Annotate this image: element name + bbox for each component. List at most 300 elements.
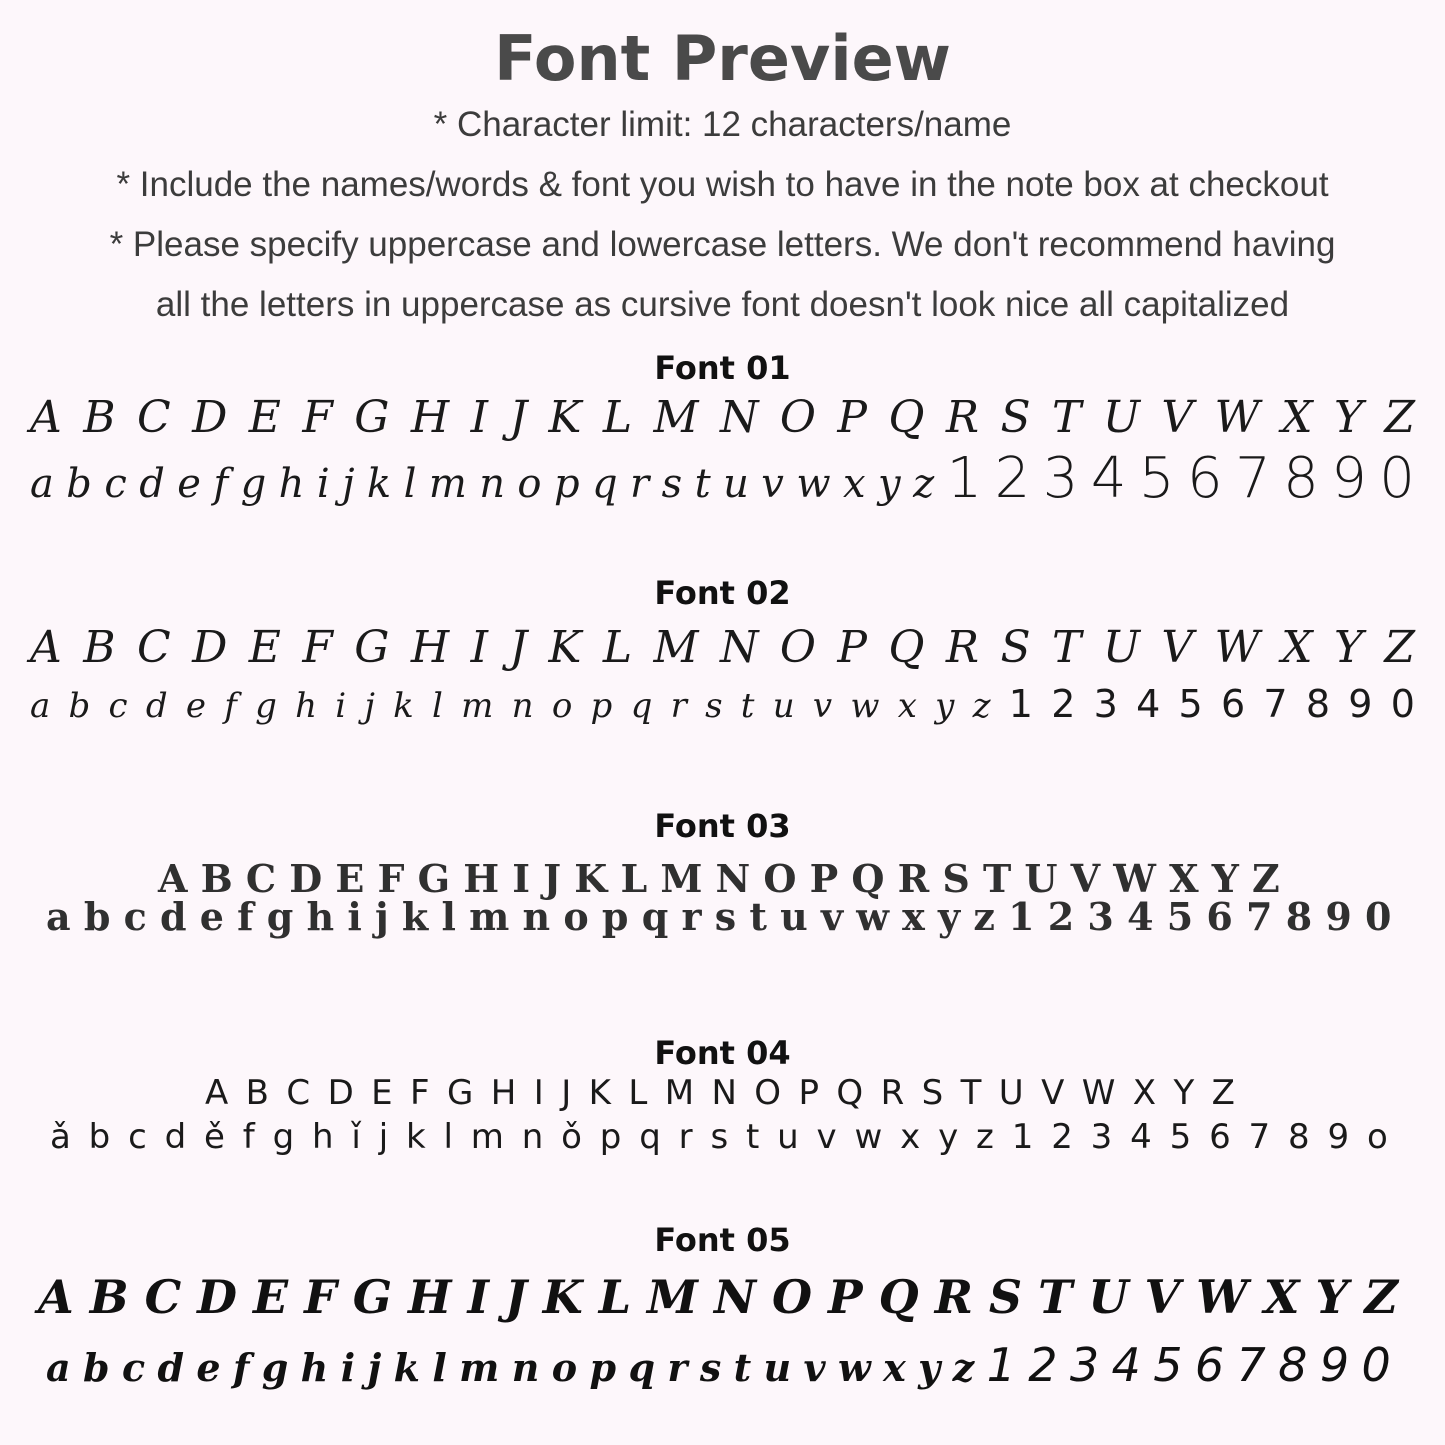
font-05-lowercase-glyph: t — [733, 1345, 752, 1390]
font-03-uppercase-glyph: S — [942, 856, 970, 901]
font-04-uppercase-glyph: S — [921, 1073, 944, 1113]
font-04-number-glyph: 8 — [1288, 1117, 1310, 1157]
font-05-uppercase-glyph: F — [304, 1270, 337, 1324]
font-02-lowercase-glyph: i — [335, 686, 347, 726]
font-01-uppercase-glyph: P — [837, 392, 867, 443]
font-02-lowercase-glyph: r — [670, 686, 687, 726]
font-04-lowercase-glyph: k — [405, 1117, 426, 1157]
font-04-lowercase-glyph: z — [976, 1117, 994, 1157]
font-01-uppercase-glyph: G — [354, 392, 390, 443]
font-05-lowercase-glyph: d — [157, 1345, 185, 1390]
font-05-number-glyph: 6 — [1194, 1338, 1225, 1392]
font-02-lowercase-glyph: n — [511, 686, 534, 726]
font-05-uppercase-glyph: Z — [1364, 1270, 1398, 1324]
font-03-uppercase-glyph: B — [200, 856, 233, 901]
font-01-lowercase-glyph: l — [403, 461, 417, 507]
font-04-lowercase-glyph: g — [272, 1117, 295, 1157]
font-04-lowercase-glyph: u — [777, 1117, 799, 1157]
font-05-lowercase-glyph: j — [367, 1345, 382, 1390]
font-05-lowercase-glyph: q — [628, 1345, 656, 1390]
font-05-lowercase-glyph: y — [918, 1345, 941, 1390]
font-03-lowercase-glyph: b — [83, 894, 111, 939]
font-02-uppercase-glyph: N — [719, 622, 759, 673]
font-03-label: Font 03 — [654, 807, 791, 845]
font-04-section — [0, 1033, 1445, 1073]
font-01-lowercase-glyph: n — [479, 461, 505, 507]
font-05-uppercase-glyph: W — [1196, 1270, 1248, 1324]
font-04-lowercase-glyph: f — [242, 1117, 255, 1157]
font-03-number-glyph: 1 — [1008, 894, 1035, 939]
font-04-lowercase-glyph: ě — [204, 1117, 225, 1157]
font-05-number-glyph: 7 — [1236, 1338, 1266, 1392]
font-03-uppercase-glyph: T — [982, 856, 1012, 901]
font-03-uppercase-glyph: F — [377, 856, 405, 901]
font-02-lowercase-glyph: h — [295, 686, 317, 726]
font-03-uppercase-glyph: D — [289, 856, 323, 901]
font-04-uppercase-glyph: B — [245, 1073, 269, 1113]
font-05-number-glyph: 2 — [1028, 1338, 1058, 1392]
font-03-lowercase-glyph: t — [749, 894, 767, 939]
font-01-uppercase-glyph: N — [719, 392, 759, 443]
font-05-uppercase-glyph: Q — [878, 1270, 919, 1324]
font-03-uppercase-glyph: J — [543, 856, 562, 901]
font-02-uppercase-glyph: P — [837, 622, 867, 673]
font-05-number-glyph: 9 — [1319, 1338, 1350, 1392]
font-04-lowercase-glyph: p — [599, 1117, 622, 1157]
font-01-uppercase-glyph: K — [548, 392, 582, 443]
font-02-lowercase-glyph: t — [740, 686, 755, 726]
font-05-uppercase-glyph: O — [771, 1270, 813, 1324]
font-02-uppercase-glyph: W — [1214, 622, 1260, 673]
font-04-number-glyph: 5 — [1169, 1117, 1192, 1157]
font-05-lowercase-glyph: z — [952, 1345, 975, 1390]
font-05-lowercase-glyph: e — [196, 1345, 221, 1390]
font-04-uppercase-glyph: L — [628, 1073, 648, 1113]
font-02-uppercase-glyph: L — [602, 622, 633, 673]
font-03-lowercase-glyph: z — [973, 894, 995, 939]
font-02-lowercase-glyph: b — [68, 686, 91, 726]
font-02-uppercase-glyph: Z — [1384, 622, 1415, 673]
font-04-lowercase-glyph: c — [128, 1117, 147, 1157]
font-01-lowercase-glyph: i — [316, 461, 330, 507]
instructions — [0, 95, 1445, 335]
font-04-uppercase-glyph: G — [447, 1073, 474, 1113]
font-04-lowercase-glyph: b — [88, 1117, 111, 1157]
font-04-lowercase-glyph: ǒ — [561, 1117, 582, 1157]
font-05-uppercase-glyph: I — [467, 1270, 490, 1324]
font-01-number-glyph: 7 — [1235, 446, 1271, 511]
font-04-lowercase-glyph: s — [710, 1117, 729, 1157]
font-02-lowercase-glyph: m — [461, 686, 494, 726]
font-01-number-glyph: 9 — [1331, 446, 1367, 511]
font-04-lowercase-glyph: r — [678, 1117, 693, 1157]
font-02-number-glyph: 4 — [1136, 682, 1161, 726]
font-04-uppercase-glyph: A — [205, 1073, 229, 1113]
font-03-lowercase-row — [46, 894, 1392, 939]
font-02-number-glyph: 9 — [1348, 682, 1373, 726]
font-01-uppercase-glyph: H — [410, 392, 450, 443]
font-02-uppercase-glyph: C — [136, 622, 171, 673]
font-04-lowercase-glyph: n — [521, 1117, 544, 1157]
font-02-lowercase-glyph: v — [812, 686, 833, 726]
font-02-label: Font 02 — [654, 574, 791, 612]
font-04-uppercase-glyph: K — [588, 1073, 611, 1113]
font-02-uppercase-glyph: S — [1000, 622, 1031, 673]
font-02-uppercase-glyph: F — [302, 622, 333, 673]
font-05-lowercase-glyph: g — [261, 1345, 289, 1390]
font-05-lowercase-glyph: w — [838, 1345, 871, 1390]
note-case-specify-cont: all the letters in uppercase as cursive font doesn't look nice all capitalized — [155, 285, 1290, 324]
font-02-uppercase-glyph: U — [1102, 622, 1140, 673]
font-03-uppercase-glyph: W — [1113, 856, 1156, 901]
font-03-lowercase-glyph: k — [401, 894, 429, 939]
font-01-lowercase-glyph: w — [796, 461, 831, 507]
font-02-uppercase-glyph: X — [1281, 622, 1313, 673]
font-02-lowercase-glyph: f — [224, 686, 237, 726]
font-02-uppercase-glyph: B — [83, 622, 116, 673]
font-01-lowercase-glyph: d — [139, 461, 165, 507]
font-02-uppercase-glyph: V — [1161, 622, 1194, 673]
font-01-uppercase-glyph: O — [779, 392, 816, 443]
font-05-uppercase-glyph: C — [144, 1270, 182, 1324]
font-03-uppercase-glyph: A — [158, 856, 188, 901]
font-05-lowercase-glyph: n — [511, 1345, 540, 1390]
font-01-lowercase-glyph: c — [104, 461, 127, 507]
font-05-lowercase-glyph: r — [667, 1345, 688, 1390]
font-04-uppercase-glyph: Z — [1211, 1073, 1235, 1113]
font-04-lowercase-glyph: t — [745, 1117, 760, 1157]
font-01-uppercase-glyph: J — [509, 392, 528, 443]
font-03-uppercase-glyph: H — [463, 856, 500, 901]
font-04-uppercase-row — [205, 1073, 1235, 1113]
font-01-lowercase-glyph: z — [913, 461, 935, 507]
font-04-uppercase-glyph: X — [1132, 1073, 1157, 1113]
font-05-number-glyph: 1 — [986, 1338, 1016, 1392]
font-01-uppercase-glyph: V — [1161, 392, 1194, 443]
font-02-lowercase-glyph: d — [145, 686, 168, 726]
font-01-number-glyph: 1 — [946, 446, 983, 511]
font-04-uppercase-glyph: E — [371, 1073, 393, 1113]
font-05-uppercase-row — [38, 1270, 1398, 1324]
font-05-uppercase-glyph: T — [1038, 1270, 1073, 1324]
font-02-lowercase-glyph: w — [850, 686, 880, 726]
font-04-uppercase-glyph: F — [410, 1073, 430, 1113]
font-05-lowercase-glyph: s — [699, 1345, 722, 1390]
font-01-number-glyph: 4 — [1090, 446, 1127, 511]
font-02-uppercase-glyph: H — [410, 622, 450, 673]
font-05-uppercase-glyph: J — [505, 1270, 527, 1324]
font-03-lowercase-glyph: p — [601, 894, 629, 939]
font-04-uppercase-glyph: M — [664, 1073, 695, 1113]
font-03-uppercase-glyph: O — [763, 856, 797, 901]
font-02-uppercase-glyph: R — [945, 622, 980, 673]
font-05-uppercase-glyph: D — [197, 1270, 238, 1324]
font-03-lowercase-glyph: j — [374, 894, 389, 939]
font-04-number-glyph: o — [1366, 1117, 1388, 1157]
font-03-section — [0, 806, 1445, 846]
font-04-uppercase-glyph: R — [880, 1073, 905, 1113]
font-02-lowercase-glyph: c — [108, 686, 128, 726]
font-01-uppercase-glyph: D — [192, 392, 228, 443]
font-01-lowercase-glyph: m — [428, 461, 467, 507]
font-01-uppercase-glyph: C — [136, 392, 171, 443]
font-05-uppercase-glyph: K — [542, 1270, 583, 1324]
font-02-lowercase-glyph: k — [393, 686, 414, 726]
font-04-label: Font 04 — [654, 1034, 791, 1072]
font-03-lowercase-glyph: v — [820, 894, 844, 939]
font-04-uppercase-glyph: W — [1081, 1073, 1116, 1113]
font-05-uppercase-glyph: U — [1088, 1270, 1129, 1324]
font-03-lowercase-glyph: e — [199, 894, 224, 939]
font-05-section — [0, 1220, 1445, 1260]
font-05-lowercase-row — [46, 1338, 1391, 1392]
font-01-lowercase-glyph: r — [630, 461, 650, 507]
font-05-lowercase-glyph: p — [589, 1345, 617, 1390]
font-04-lowercase-glyph: l — [443, 1117, 453, 1157]
font-01-number-glyph: 2 — [994, 446, 1031, 511]
font-02-number-glyph: 6 — [1220, 682, 1246, 726]
font-03-lowercase-glyph: y — [938, 894, 961, 939]
font-03-lowercase-glyph: g — [266, 894, 294, 939]
font-02-uppercase-glyph: A — [30, 622, 62, 673]
font-01-lowercase-glyph: h — [278, 461, 305, 507]
font-05-uppercase-glyph: M — [647, 1270, 698, 1324]
font-03-lowercase-glyph: l — [441, 894, 456, 939]
font-05-number-glyph: 8 — [1278, 1338, 1308, 1392]
font-02-number-glyph: 0 — [1390, 682, 1415, 726]
font-01-lowercase-glyph: x — [843, 461, 866, 507]
font-05-uppercase-glyph: G — [352, 1270, 393, 1324]
font-04-uppercase-glyph: Q — [836, 1073, 864, 1113]
font-01-number-glyph: 5 — [1138, 446, 1175, 511]
font-01-uppercase-glyph: I — [470, 392, 489, 443]
font-03-lowercase-glyph: u — [780, 894, 808, 939]
font-01-lowercase-glyph: t — [694, 461, 711, 507]
font-05-lowercase-glyph: l — [432, 1345, 447, 1390]
font-01-label: Font 01 — [654, 349, 791, 387]
font-03-uppercase-glyph: X — [1169, 856, 1199, 901]
font-05-uppercase-glyph: S — [988, 1270, 1023, 1324]
font-04-lowercase-row — [50, 1117, 1388, 1157]
font-01-uppercase-glyph: Q — [888, 392, 925, 443]
font-02-lowercase-glyph: x — [897, 686, 917, 726]
font-03-uppercase-glyph: Q — [851, 856, 885, 901]
font-02-lowercase-glyph: u — [772, 686, 795, 726]
font-03-uppercase-glyph: G — [417, 856, 451, 901]
font-05-lowercase-glyph: k — [393, 1345, 420, 1390]
font-04-lowercase-glyph: x — [900, 1117, 921, 1157]
font-01-uppercase-glyph: A — [30, 392, 62, 443]
font-03-uppercase-glyph: R — [897, 856, 930, 901]
font-05-lowercase-glyph: h — [300, 1345, 329, 1390]
font-03-lowercase-glyph: q — [641, 894, 669, 939]
note-include-names: * Include the names/words & font you wish to have in the note box at checkout — [116, 165, 1329, 204]
font-02-number-glyph: 5 — [1178, 682, 1203, 726]
font-05-uppercase-glyph: V — [1144, 1270, 1181, 1324]
font-05-uppercase-glyph: X — [1263, 1270, 1300, 1324]
font-04-number-glyph: 6 — [1209, 1117, 1231, 1157]
font-04-number-glyph: 4 — [1130, 1117, 1152, 1157]
font-01-number-glyph: 0 — [1379, 446, 1415, 511]
font-01-uppercase-glyph: L — [602, 392, 633, 443]
font-01-uppercase-row — [30, 392, 1415, 443]
font-01-lowercase-glyph: k — [366, 461, 392, 507]
font-05-lowercase-glyph: b — [83, 1345, 110, 1390]
font-04-lowercase-glyph: h — [312, 1117, 334, 1157]
font-05-label: Font 05 — [654, 1221, 791, 1259]
font-03-lowercase-glyph: a — [46, 894, 71, 939]
font-03-number-glyph: 7 — [1246, 894, 1273, 939]
note-character-limit: * Character limit: 12 characters/name — [433, 105, 1012, 144]
font-01-number-glyph: 6 — [1186, 446, 1223, 511]
font-02-uppercase-glyph: Y — [1333, 622, 1363, 673]
font-04-lowercase-glyph: ǐ — [351, 1117, 361, 1157]
font-02-lowercase-glyph: e — [185, 686, 206, 726]
font-01-number-glyph: 8 — [1283, 446, 1319, 511]
font-03-uppercase-glyph: C — [245, 856, 277, 901]
font-05-lowercase-glyph: x — [883, 1345, 906, 1390]
font-01-uppercase-glyph: Y — [1333, 392, 1363, 443]
font-01-uppercase-glyph: R — [945, 392, 980, 443]
font-03-uppercase-glyph: K — [574, 856, 608, 901]
font-04-uppercase-glyph: I — [533, 1073, 544, 1113]
font-01-uppercase-glyph: X — [1281, 392, 1313, 443]
font-04-lowercase-glyph: d — [164, 1117, 187, 1157]
font-04-lowercase-glyph: w — [854, 1117, 883, 1157]
font-02-uppercase-row — [30, 622, 1415, 673]
font-03-uppercase-glyph: N — [715, 856, 751, 901]
note-case-specify: * Please specify uppercase and lowercase letters. We don't recommend having — [109, 225, 1336, 264]
font-03-uppercase-glyph: U — [1024, 856, 1058, 901]
font-02-number-glyph: 8 — [1305, 682, 1331, 726]
font-03-uppercase-glyph: I — [512, 856, 531, 901]
font-05-number-glyph: 5 — [1153, 1338, 1183, 1392]
font-05-number-glyph: 0 — [1361, 1338, 1391, 1392]
font-01-lowercase-glyph: j — [342, 461, 355, 507]
font-02-uppercase-glyph: E — [248, 622, 281, 673]
font-01-lowercase-glyph: q — [592, 461, 618, 507]
font-04-lowercase-glyph: y — [938, 1117, 959, 1157]
font-02-uppercase-glyph: G — [354, 622, 390, 673]
font-02-number-glyph: 1 — [1008, 682, 1033, 726]
font-03-number-glyph: 0 — [1365, 894, 1392, 939]
font-04-uppercase-glyph: T — [960, 1073, 982, 1113]
font-05-uppercase-glyph: N — [713, 1270, 756, 1324]
font-03-uppercase-glyph: P — [809, 856, 839, 901]
font-01-uppercase-glyph: T — [1052, 392, 1082, 443]
font-04-lowercase-glyph: ǎ — [50, 1117, 71, 1157]
font-05-lowercase-glyph: i — [340, 1345, 356, 1390]
font-01-uppercase-glyph: B — [83, 392, 116, 443]
font-05-lowercase-glyph: v — [803, 1345, 826, 1390]
font-02-uppercase-glyph: I — [470, 622, 489, 673]
font-02-lowercase-glyph: q — [630, 686, 653, 726]
font-05-number-glyph: 4 — [1111, 1338, 1141, 1392]
font-03-lowercase-glyph: d — [159, 894, 187, 939]
font-04-number-glyph: 9 — [1327, 1117, 1350, 1157]
font-04-lowercase-glyph: m — [470, 1117, 504, 1157]
font-01-lowercase-glyph: e — [177, 461, 201, 507]
font-02-lowercase-glyph: y — [935, 686, 955, 726]
font-05-uppercase-glyph: P — [828, 1270, 863, 1324]
font-02-uppercase-glyph: K — [548, 622, 582, 673]
font-03-number-glyph: 2 — [1047, 894, 1075, 939]
font-04-lowercase-glyph: j — [378, 1117, 389, 1157]
font-03-lowercase-glyph: n — [522, 894, 551, 939]
font-05-uppercase-glyph: B — [89, 1270, 129, 1324]
font-02-uppercase-glyph: O — [779, 622, 816, 673]
font-02-section — [0, 573, 1445, 613]
font-02-uppercase-glyph: T — [1052, 622, 1082, 673]
font-02-lowercase-glyph: o — [551, 686, 573, 726]
font-01-lowercase-row — [30, 446, 1415, 511]
font-03-uppercase-glyph: M — [660, 856, 703, 901]
font-02-lowercase-glyph: g — [255, 686, 277, 726]
font-01-lowercase-glyph: a — [30, 461, 54, 507]
font-02-uppercase-glyph: Q — [888, 622, 925, 673]
font-02-number-glyph: 7 — [1263, 682, 1288, 726]
font-05-uppercase-glyph: H — [408, 1270, 452, 1324]
font-05-uppercase-glyph: Y — [1315, 1270, 1349, 1324]
font-03-number-glyph: 8 — [1285, 894, 1313, 939]
font-04-uppercase-glyph: N — [711, 1073, 737, 1113]
font-02-lowercase-glyph: l — [432, 686, 443, 726]
font-02-number-glyph: 2 — [1051, 682, 1076, 726]
font-01-lowercase-glyph: b — [66, 461, 92, 507]
font-03-lowercase-glyph: m — [469, 894, 510, 939]
font-05-lowercase-glyph: f — [232, 1345, 250, 1390]
font-03-lowercase-glyph: h — [306, 894, 335, 939]
font-05-uppercase-glyph: R — [934, 1270, 973, 1324]
font-01-uppercase-glyph: S — [1000, 392, 1031, 443]
font-04-number-glyph: 1 — [1011, 1117, 1034, 1157]
font-03-uppercase-glyph: V — [1070, 856, 1101, 901]
font-03-uppercase-glyph: Y — [1211, 856, 1239, 901]
font-01-lowercase-glyph: y — [878, 461, 901, 507]
font-03-number-glyph: 6 — [1206, 894, 1233, 939]
font-01-uppercase-glyph: E — [248, 392, 281, 443]
font-04-number-glyph: 7 — [1248, 1117, 1271, 1157]
font-03-lowercase-glyph: o — [563, 894, 589, 939]
font-01-section — [0, 348, 1445, 388]
font-04-uppercase-glyph: P — [798, 1073, 819, 1113]
font-02-lowercase-glyph: s — [705, 686, 723, 726]
font-04-number-glyph: 3 — [1090, 1117, 1113, 1157]
font-01-uppercase-glyph: M — [653, 392, 699, 443]
font-03-lowercase-glyph: x — [902, 894, 925, 939]
font-01-lowercase-glyph: g — [240, 461, 267, 507]
font-05-uppercase-glyph: E — [253, 1270, 289, 1324]
font-01-uppercase-glyph: F — [302, 392, 333, 443]
font-04-uppercase-glyph: V — [1041, 1073, 1065, 1113]
font-02-lowercase-glyph: z — [972, 686, 991, 726]
font-04-number-glyph: 2 — [1051, 1117, 1073, 1157]
font-01-lowercase-glyph: p — [553, 461, 580, 507]
font-05-lowercase-glyph: m — [459, 1345, 500, 1390]
font-03-lowercase-glyph: w — [856, 894, 889, 939]
font-02-uppercase-glyph: J — [509, 622, 528, 673]
font-02-lowercase-glyph: p — [590, 686, 613, 726]
font-05-uppercase-glyph: L — [598, 1270, 632, 1324]
font-01-uppercase-glyph: Z — [1384, 392, 1415, 443]
font-02-lowercase-glyph: j — [364, 686, 375, 726]
font-04-uppercase-glyph: Y — [1173, 1073, 1195, 1113]
font-03-lowercase-glyph: s — [714, 894, 737, 939]
font-03-lowercase-glyph: r — [681, 894, 702, 939]
font-05-lowercase-glyph: c — [121, 1345, 146, 1390]
font-01-lowercase-glyph: s — [661, 461, 683, 507]
font-01-uppercase-glyph: W — [1214, 392, 1260, 443]
